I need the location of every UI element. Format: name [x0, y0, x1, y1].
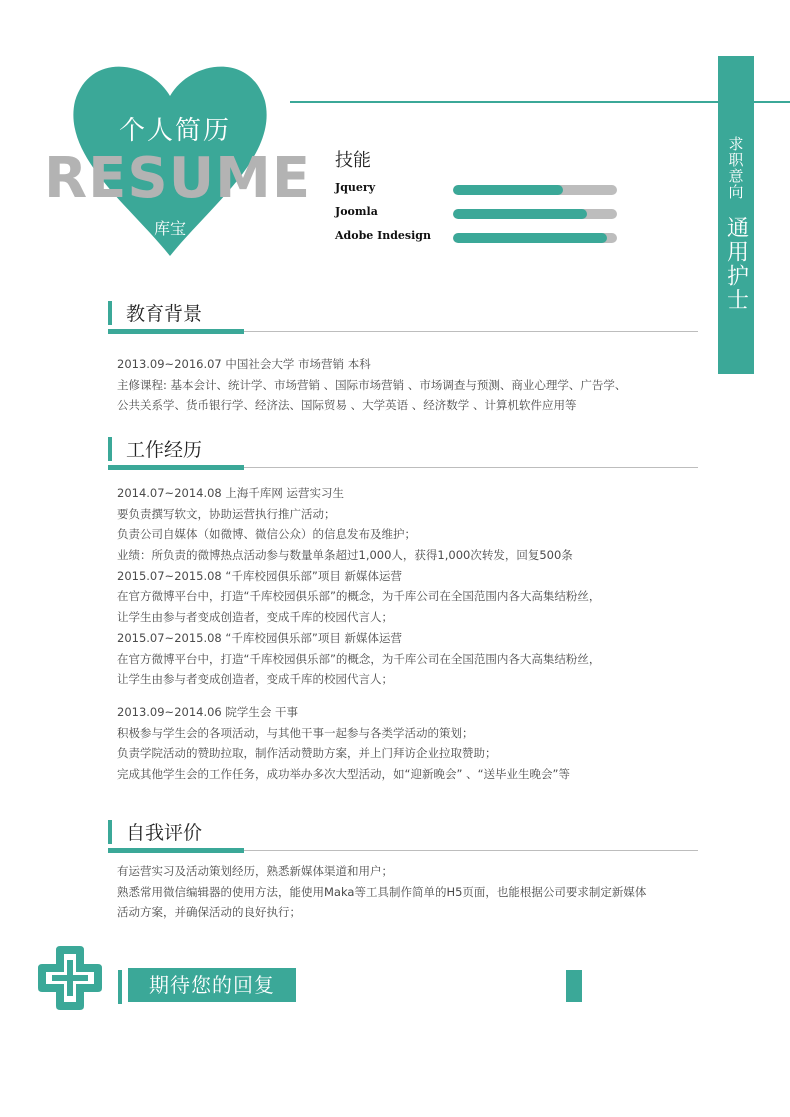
section-divider [244, 850, 698, 851]
section-marker [108, 301, 112, 325]
text-line: 有运营实习及活动策划经历，熟悉新媒体渠道和用户； [117, 864, 393, 878]
skill-name: Jquery [335, 181, 376, 194]
work-content [117, 483, 707, 785]
skill-track [453, 185, 617, 195]
text-line: 完成其他学生会的工作任务，成功举办多次大型活动，如“迎新晚会” 、“送毕业生晚会”等 [117, 766, 570, 781]
text-line: 2013.09~2014.06 院学生会 干事 [117, 704, 299, 719]
self-eval-section-header [108, 820, 698, 854]
text-line: 让学生由参与者变成创造者，变成千库的校园代言人； [117, 672, 393, 687]
job-intention-box [718, 56, 754, 374]
footer-marker [118, 970, 122, 1004]
section-divider [244, 331, 698, 332]
text-line: 熟悉常用微信编辑器的使用方法，能使用Maka等工具制作简单的H5页面，也能根据公司要求制定新媒体 [117, 884, 647, 899]
text-line: 业绩：所负责的微博热点活动参与数量单条超过1,000人，获得1,000次转发，回复500条 [117, 548, 573, 563]
skill-name: Adobe Indesign [335, 229, 431, 242]
text-line: 2013.09~2016.07 中国社会大学 市场营销 本科 [117, 357, 371, 371]
skill-level-bar [453, 233, 607, 243]
job-intention-value: 通用护士 [723, 216, 749, 312]
text-line: 主修课程: 基本会计、统计学、市场营销 、国际市场营销 、市场调查与预测、商业心理学、广告学、 [117, 377, 627, 392]
section-underline [108, 848, 244, 853]
section-marker [108, 437, 112, 461]
self-eval-title: 自我评价 [126, 822, 203, 844]
candidate-name: 库宝 [153, 219, 186, 238]
skill-item [335, 181, 625, 201]
self-eval-content [117, 861, 707, 923]
text-line: 活动方案，并确保活动的良好执行； [117, 905, 301, 920]
skill-name: Joomla [335, 205, 378, 218]
text-line: 积极参与学生会的各项活动，与其他干事一起参与各类学活动的策划； [117, 725, 474, 740]
text-line: 在官方微博平台中，打造“千库校园俱乐部”的概念，为千库公司在全国范围内各大高集结粉丝， [117, 651, 601, 666]
text-line: 负责公司自媒体（如微博、微信公众）的信息发布及维护； [117, 527, 416, 542]
skill-track [453, 209, 617, 219]
text-line: 2015.07~2015.08 “千库校园俱乐部”项目 新媒体运营 [117, 630, 402, 645]
education-section-header [108, 301, 698, 335]
skill-item [335, 229, 625, 249]
education-title: 教育背景 [126, 303, 203, 325]
skill-level-bar [453, 185, 563, 195]
skill-level-bar [453, 209, 587, 219]
resume-word: RESUME [44, 146, 312, 211]
education-content [117, 354, 707, 416]
work-section-header [108, 437, 698, 471]
text-line: 公共关系学、货币银行学、经济法、国际贸易 、大学英语 、经济数学 、计算机软件应用等 [117, 398, 577, 413]
work-title: 工作经历 [126, 439, 203, 461]
section-divider [244, 467, 698, 468]
medical-cross-icon [36, 944, 104, 1012]
skills-title: 技能 [335, 150, 371, 171]
text-line: 2015.07~2015.08 “千库校园俱乐部”项目 新媒体运营 [117, 568, 402, 583]
text-line: 负责学院活动的赞助拉取，制作活动赞助方案，并上门拜访企业拉取赞助； [117, 746, 497, 761]
skill-track [453, 233, 617, 243]
top-divider [290, 101, 790, 103]
section-marker [108, 820, 112, 844]
text-line: 要负责撰写软文，协助运营执行推广活动； [117, 506, 336, 521]
section-underline [108, 465, 244, 470]
resume-title: 个人简历 [118, 116, 231, 146]
text-line: 让学生由参与者变成创造者，变成千库的校园代言人； [117, 610, 393, 625]
text-line: 在官方微博平台中，打造“千库校园俱乐部”的概念，为千库公司在全国范围内各大高集结粉丝， [117, 589, 601, 604]
footer-accent-block [566, 970, 582, 1002]
job-intention-label: 求职意向 [726, 136, 745, 200]
text-line: 2014.07~2014.08 上海千库网 运营实习生 [117, 486, 345, 500]
skill-item [335, 205, 625, 225]
section-underline [108, 329, 244, 334]
footer-message: 期待您的回复 [128, 968, 296, 1002]
